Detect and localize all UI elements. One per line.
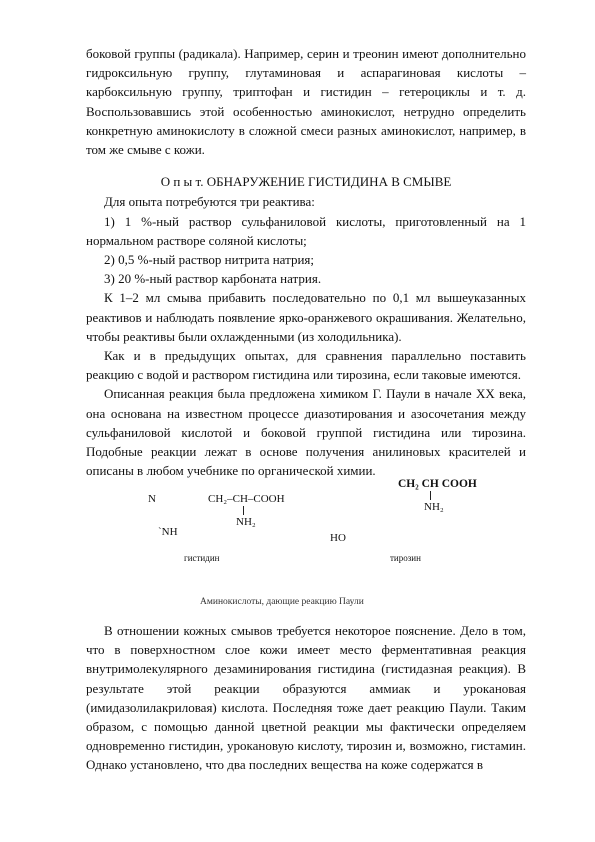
text-block-bottom <box>86 621 526 775</box>
amino-acids-figure <box>140 478 540 610</box>
tyrosine-bond <box>430 491 431 500</box>
tyrosine-amino-group: NH₂ <box>424 501 444 513</box>
reagent-item-1: 1) 1 %-ный раствор сульфаниловой кислоты, приготовленный на 1 нормальном растворе соляной кислоты; <box>86 213 526 248</box>
histidine-nh-ring: ˋNH <box>158 526 178 538</box>
paragraph-comparison: Как и в предыдущих опытах, для сравнения параллельно поставить реакцию с водой и раствором гистидина или тирозина, если таковые имеются. <box>86 348 526 383</box>
section-heading: О п ы т. ОБНАРУЖЕНИЕ ГИСТИДИНА В СМЫВЕ <box>160 174 452 190</box>
histidine-amino-group: NH₂ <box>236 516 256 528</box>
tyrosine-side-chain: CH₂ CH COOH <box>398 478 477 490</box>
paragraph-intro-continued: боковой группы (радикала). Например, серин и треонин имеют дополнительно гидроксильную группу, глутаминовая и аспарагиновая кислоты – карбоксильную группу, триптофан и гистидин – гетероциклы и т. д. Воспользовавшись этой особенностью аминокислот, нетрудно определить конкретную аминокислоту в сложной смеси разных аминокислот, например, в том же смыве с кожи. <box>86 46 526 158</box>
text-block-top <box>86 44 526 480</box>
histidine-n-atom: N <box>148 493 156 505</box>
paragraph-pauli: Описанная реакция была предложена химиком Г. Паули в начале XX века, она основана на известном процессе диазотирования и азосочетания между сульфаниловой кислотой и боковой группой гистидина или тирозина. Подобные реакции лежат в основе получения анилиновых красителей и описаны в любом учебнике по органической химии. <box>86 386 526 479</box>
paragraph-procedure: К 1–2 мл смыва прибавить последовательно по 0,1 мл вышеуказанных реактивов и наблюдать появление ярко-оранжевого окрашивания. Желательно, чтобы реактивы были охлажденными (из холодильника). <box>86 290 526 344</box>
histidine-label: гистидин <box>184 553 220 563</box>
figure-caption: Аминокислоты, дающие реакцию Паули <box>200 597 364 607</box>
paragraph-skin-washes: В отношении кожных смывов требуется некоторое пояснение. Дело в том, что в поверхностном слое кожи имеет место ферментативная реакция внутримолекулярного дезаминирования гистидина (гистидазная реакция). В результате этой реакции образуются аммиак и урокановая (имидазолилакриловая) кислота. Последняя тоже дает реакцию Паули. Таким образом, с помощью данной цветной реакции мы фактически определяем одновременно гистидин, урокановую кислоту, тирозин и, возможно, гистамин. Однако установлено, что два последних вещества на коже содержатся в <box>86 623 526 773</box>
histidine-side-chain: CH₂–CH–COOH <box>208 493 285 505</box>
reagents-intro: Для опыта потребуются три реактива: <box>104 194 315 210</box>
reagent-item-3: 3) 20 %-ный раствор карбоната натрия. <box>104 271 322 287</box>
histidine-bond <box>243 506 244 515</box>
reagent-item-2: 2) 0,5 %-ный раствор нитрита натрия; <box>104 252 315 268</box>
tyrosine-label: тирозин <box>390 553 421 563</box>
tyrosine-hydroxyl: HO <box>330 532 346 544</box>
